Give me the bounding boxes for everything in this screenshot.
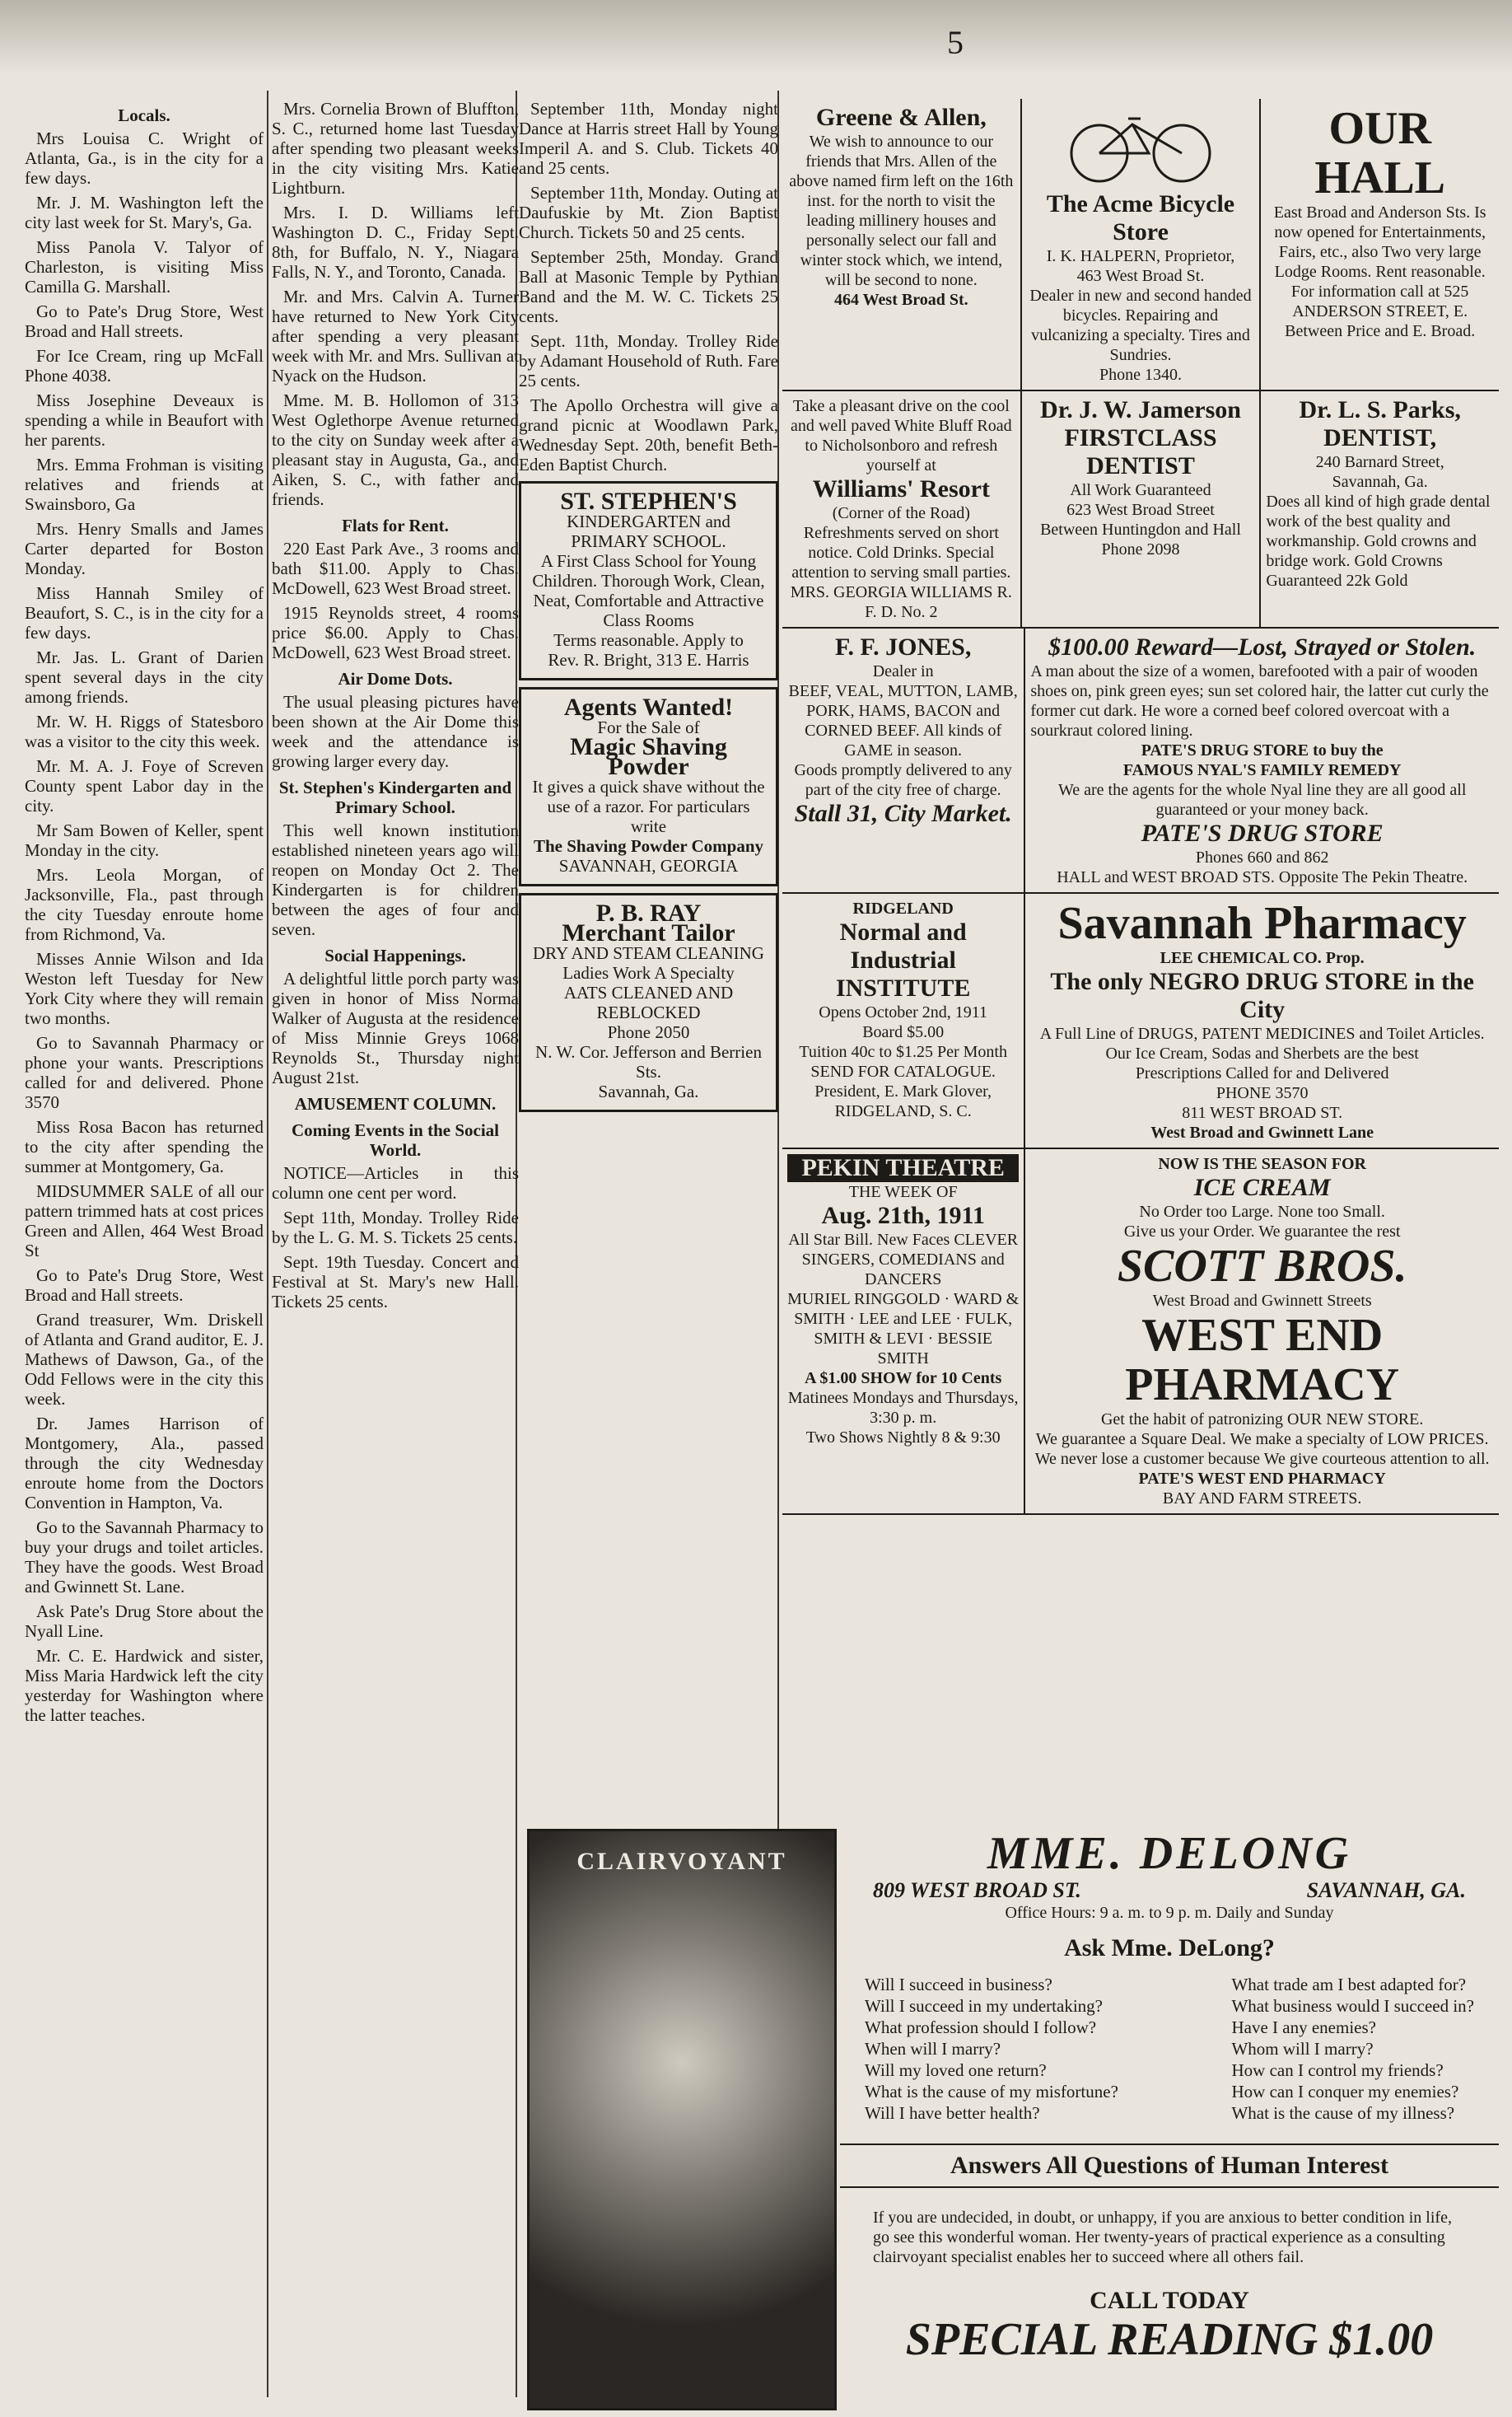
hall-body: East Broad and Anderson Sts. Is now opened for Entertainments, Fairs, etc., also Two very large Lodge Rooms. Rent reasonable. bbox=[1273, 203, 1486, 281]
local-item: Go to the Savannah Pharmacy to buy your drugs and toilet articles. They have the goods. West Broad and Gwinnett St. Lane. bbox=[25, 1517, 264, 1597]
pekin-acts: MURIEL RINGGOLD · WARD & SMITH · LEE and LEE · FULK, SMITH & LEVI · BESSIE SMITH bbox=[787, 1290, 1020, 1367]
ridgeland-board: Board $5.00 bbox=[862, 1023, 945, 1041]
williams-owner: MRS. GEORGIA WILLIAMS R. F. D. No. 2 bbox=[790, 583, 1012, 621]
ray-addr: N. W. Cor. Jefferson and Berrien Sts. bbox=[535, 1042, 762, 1082]
greene-addr: 464 West Broad St. bbox=[834, 291, 968, 309]
delong-address-line bbox=[840, 1878, 1499, 1903]
amusement-item: NOTICE—Articles in this column one cent per word. bbox=[272, 1163, 519, 1203]
local-item: Mrs Louisa C. Wright of Atlanta, Ga., is in the city for a few days. bbox=[25, 129, 264, 188]
scott-season: NOW IS THE SEASON FOR bbox=[1158, 1155, 1366, 1173]
ray-name: P. B. RAY bbox=[595, 900, 702, 927]
local-item: Go to Pate's Drug Store, West Broad and Hall streets. bbox=[25, 302, 264, 341]
reward-body: A man about the size of a women, barefooted with a pair of wooden shoes on, pink green eyes; sun set colored hair, the latter cut curly the former cut dark. He wore a corned beef colored overcoat with a sourkraut colored lining. bbox=[1030, 662, 1489, 740]
news-item: Mrs. I. D. Williams left Washington D. C., Friday Sept. 8th, for Buffalo, N. Y., Niagara Falls, N. Y., and Toronto, Canada. bbox=[272, 203, 519, 282]
our-hall-ad bbox=[1261, 99, 1499, 390]
amusement-item: Sept. 19th Tuesday. Concert and Festival at St. Mary's new Hall. Tickets 25 cents. bbox=[272, 1252, 519, 1311]
news-item: Mme. M. B. Hollomon of 313 West Oglethorpe Avenue returned to the city on Sunday week after a pleasant stay in Augusta, Ga., and Aiken, S. C., with father and friends. bbox=[272, 390, 519, 509]
delong-city: SAVANNAH, GA. bbox=[1306, 1878, 1466, 1902]
ray-line: DRY AND STEAM CLEANING bbox=[533, 943, 764, 963]
airdome-heading: Air Dome Dots. bbox=[338, 669, 453, 689]
delong-special: SPECIAL READING $1.00 bbox=[905, 2314, 1434, 2365]
jones-goods: BEEF, VEAL, MUTTON, LAMB, PORK, HAMS, BACON and CORNED BEEF. All kinds of GAME in season. bbox=[788, 682, 1018, 760]
local-item: Miss Hannah Smiley of Beaufort, S. C., is in the city for a few days. bbox=[25, 583, 264, 643]
amusement-item: Sept 11th, Monday. Trolley Ride by the L. G. M. S. Tickets 25 cents. bbox=[272, 1208, 519, 1247]
local-item: Miss Rosa Bacon has returned to the city after spending the summer at Montgomery, Ga. bbox=[25, 1117, 264, 1176]
delong-ad bbox=[840, 1829, 1499, 2405]
pharmacy-name: Savannah Pharmacy bbox=[1057, 898, 1467, 949]
pharmacy-tag: The only NEGRO DRUG STORE in the City bbox=[1050, 968, 1474, 1023]
williams-intro: Take a pleasant drive on the cool and well paved White Bluff Road to Nicholsonboro and refresh yourself at bbox=[791, 397, 1012, 475]
questions-right bbox=[1231, 1974, 1474, 2124]
local-item: Mr. Jas. L. Grant of Darien spent several days in the city among friends. bbox=[25, 647, 264, 707]
third-ad-row bbox=[782, 629, 1499, 894]
ray-trade: Merchant Tailor bbox=[562, 919, 735, 947]
question: What is the cause of my misfortune? bbox=[865, 2082, 1118, 2101]
flat-listing: 220 East Park Ave., 3 rooms and bath $11.00. Apply to Chas. McDowell, 623 West Broad street. bbox=[272, 539, 519, 598]
westend-pate: PATE'S WEST END PHARMACY bbox=[1138, 1470, 1386, 1488]
st-stephens-sub: KINDERGARTEN and PRIMARY SCHOOL. bbox=[567, 512, 730, 551]
pekin-matinees: Matinees Mondays and Thursdays, 3:30 p. m. bbox=[787, 1389, 1019, 1427]
local-item: Mrs. Henry Smalls and James Carter departed for Boston Monday. bbox=[25, 519, 264, 578]
scott-bros-ad bbox=[1025, 1149, 1499, 1513]
ridgeland-place: RIDGELAND bbox=[852, 900, 954, 918]
page-number: 5 bbox=[947, 24, 964, 61]
pharmacy-lane: West Broad and Gwinnett Lane bbox=[1150, 1124, 1374, 1142]
ray-line: AATS CLEANED AND REBLOCKED bbox=[563, 983, 734, 1022]
event-item: September 11th, Monday. Outing at Daufuskie by Mt. Zion Baptist Church. Tickets 50 and 25 cents. bbox=[519, 183, 778, 242]
column-rule bbox=[267, 91, 268, 2397]
local-item: Mrs. Emma Frohman is visiting relatives and friends at Swainsboro, Ga bbox=[25, 455, 264, 514]
agents-body: It gives a quick shave without the use of a razor. For particulars write bbox=[532, 777, 765, 836]
clairvoyant-label: CLAIRVOYANT bbox=[576, 1848, 787, 1875]
question: What trade am I best adapted for? bbox=[1231, 1975, 1467, 1994]
question: What is the cause of my illness? bbox=[1231, 2103, 1455, 2123]
event-item: The Apollo Orchestra will give a grand picnic at Woodlawn Park, Wednesday Sept. 20th, benefit Beth-Eden Baptist Church. bbox=[519, 395, 778, 475]
locals-heading: Locals. bbox=[118, 105, 170, 125]
bicycle-title: The Acme Bicycle Store bbox=[1046, 190, 1235, 245]
pharmacy-rx: Prescriptions Called for and Delivered bbox=[1135, 1064, 1389, 1082]
local-item: Misses Annie Wilson and Ida Weston left Tuesday for New York City where they will remain two months. bbox=[25, 949, 264, 1028]
pekin-date: Aug. 21th, 1911 bbox=[821, 1202, 985, 1229]
jamerson-phone: Phone 2098 bbox=[1101, 540, 1180, 559]
ridgeland-name: Normal and Industrial INSTITUTE bbox=[835, 919, 971, 1002]
scott-name: SCOTT BROS. bbox=[1117, 1241, 1407, 1292]
question: What business would I succeed in? bbox=[1231, 1996, 1474, 2016]
pate-addr: HALL and WEST BROAD STS. Opposite The Pekin Theatre. bbox=[1057, 868, 1468, 886]
scott-order: No Order too Large. None too Small. bbox=[1139, 1203, 1385, 1221]
greene-body: We wish to announce to our friends that Mrs. Allen of the above named firm left on the 16th inst. for the north to visit the leading millinery houses and personally select our fall and winter stock which, we intend, will be second to none. bbox=[789, 133, 1014, 289]
greene-title: Greene & Allen, bbox=[815, 104, 987, 131]
agents-wanted-ad bbox=[519, 687, 778, 886]
bicycle-prop: I. K. HALPERN, Proprietor, bbox=[1046, 247, 1235, 265]
hall-info: For information call at 525 ANDERSON STREET, E. Between Price and E. Broad. bbox=[1285, 283, 1476, 340]
jones-name: F. F. JONES, bbox=[834, 633, 972, 661]
agents-for: For the Sale of bbox=[597, 718, 700, 737]
news-item: Mr. and Mrs. Calvin A. Turner have returned to New York City after spending a very pleasant week with Mr. and Mrs. Sullivan at Nyack on the Hudson. bbox=[272, 287, 519, 386]
event-item: Sept. 11th, Monday. Trolley Ride by Adamant Household of Ruth. Fare 25 cents. bbox=[519, 331, 778, 390]
westend-habit: Get the habit of patronizing OUR NEW STORE. bbox=[1100, 1410, 1424, 1428]
bicycle-body: Dealer in new and second handed bicycles. Repairing and vulcanizing a specialty. Tires and Sundries. bbox=[1029, 287, 1252, 364]
second-ad-row bbox=[782, 391, 1499, 629]
local-item: Grand treasurer, Wm. Driskell of Atlanta and Grand auditor, E. J. Mathews of Dawson, Ga., of the Odd Fellows were in the city this week. bbox=[25, 1310, 264, 1409]
local-item: Mr. M. A. J. Foye of Screven County spent Labor day in the city. bbox=[25, 756, 264, 816]
question: Whom will I marry? bbox=[1231, 2039, 1374, 2059]
williams-sub: (Corner of the Road) bbox=[832, 504, 970, 522]
pekin-body: All Star Bill. New Faces CLEVER SINGERS, COMEDIANS and DANCERS bbox=[788, 1231, 1019, 1288]
st-stephens-ad bbox=[519, 481, 778, 680]
jones-stall: Stall 31, City Market. bbox=[794, 800, 1012, 827]
local-item: Mr Sam Bowen of Keller, spent Monday in the city. bbox=[25, 820, 264, 860]
question: Will I have better health? bbox=[865, 2103, 1040, 2123]
ridgeland-tuition: Tuition 40c to $1.25 Per Month bbox=[799, 1043, 1007, 1061]
local-item: Go to Savannah Pharmacy or phone your wants. Prescriptions called for and delivered. Phone 3570 bbox=[25, 1033, 264, 1112]
ray-city: Savannah, Ga. bbox=[598, 1082, 699, 1101]
question: Will I succeed in my undertaking? bbox=[865, 1996, 1103, 2016]
local-item: Mr. W. H. Riggs of Statesboro was a visitor to the city this week. bbox=[25, 712, 264, 751]
right-ads-section bbox=[782, 99, 1499, 1515]
delong-ask: Ask Mme. DeLong? bbox=[1064, 1934, 1275, 1961]
reward-tobuy: PATE'S DRUG STORE to buy the bbox=[1141, 741, 1384, 760]
delong-call: CALL TODAY bbox=[1090, 2287, 1249, 2314]
local-item: Miss Panola V. Talyor of Charleston, is visiting Miss Camilla G. Marshall. bbox=[25, 237, 264, 297]
jamerson-between: Between Huntingdon and Hall bbox=[1040, 521, 1241, 539]
local-item: Mr. J. M. Washington left the city last week for St. Mary's, Ga. bbox=[25, 193, 264, 232]
question: When will I marry? bbox=[865, 2039, 1001, 2059]
locals-column bbox=[25, 99, 264, 1730]
kindergarten-heading: St. Stephen's Kindergarten and Primary School. bbox=[278, 778, 512, 817]
williams-body: Refreshments served on short notice. Cold Drinks. Special attention to serving small parties. bbox=[791, 524, 1011, 582]
bicycle-icon bbox=[1058, 104, 1223, 186]
st-stephens-terms: Terms reasonable. Apply to bbox=[553, 630, 744, 650]
ridgeland-ad bbox=[782, 894, 1025, 1148]
pharmacy-phone: PHONE 3570 bbox=[1216, 1084, 1309, 1102]
local-item: Ask Pate's Drug Store about the Nyall Line. bbox=[25, 1601, 264, 1641]
westend-addr: BAY AND FARM STREETS. bbox=[1162, 1489, 1362, 1508]
airdome-text: The usual pleasing pictures have been shown at the Air Dome this week and the attendance is growing larger every day. bbox=[272, 692, 519, 771]
questions-left bbox=[865, 1974, 1118, 2124]
second-column bbox=[272, 99, 519, 1316]
amusement-heading: AMUSEMENT COLUMN. bbox=[294, 1094, 497, 1114]
jones-dealer: Dealer in bbox=[872, 662, 934, 680]
ray-tailor-ad bbox=[519, 893, 778, 1112]
ridgeland-catalogue: SEND FOR CATALOGUE. bbox=[810, 1063, 996, 1081]
jamerson-work: All Work Guaranteed bbox=[1070, 481, 1211, 499]
parks-title: DENTIST, bbox=[1323, 424, 1437, 451]
local-item: Mrs. Leola Morgan, of Jacksonville, Fla., past through the city Tuesday enroute home from Richmond, Va. bbox=[25, 865, 264, 944]
agents-company: The Shaving Powder Company bbox=[533, 836, 764, 856]
agents-title: Agents Wanted! bbox=[563, 694, 734, 721]
local-item: Go to Pate's Drug Store, West Broad and Hall streets. bbox=[25, 1265, 264, 1305]
jamerson-name: Dr. J. W. Jamerson bbox=[1040, 396, 1241, 423]
st-stephens-title: ST. STEPHEN'S bbox=[560, 488, 737, 515]
clairvoyant-portrait bbox=[527, 1829, 837, 2410]
local-item: MIDSUMMER SALE of all our pattern trimmed hats at cost prices Green and Allen, 464 West Broad St bbox=[25, 1181, 264, 1260]
reward-title: $100.00 Reward—Lost, Strayed or Stolen. bbox=[1048, 633, 1477, 661]
reward-ad bbox=[1025, 629, 1499, 892]
pekin-nightly: Two Shows Nightly 8 & 9:30 bbox=[805, 1428, 1001, 1447]
ray-phone: Phone 2050 bbox=[607, 1022, 690, 1042]
pekin-name: PEKIN THEATRE bbox=[787, 1154, 1019, 1182]
parks-name: Dr. L. S. Parks, bbox=[1299, 396, 1461, 423]
bicycle-addr: 463 West Broad St. bbox=[1076, 267, 1205, 285]
parks-addr: 240 Barnard Street, bbox=[1315, 453, 1444, 471]
pharmacy-ice: Our Ice Cream, Sodas and Sherbets are the best bbox=[1105, 1045, 1419, 1063]
pekin-show: A $1.00 SHOW for 10 Cents bbox=[805, 1369, 1002, 1387]
top-ad-row bbox=[782, 99, 1499, 391]
question: Will I succeed in business? bbox=[865, 1975, 1052, 1994]
savannah-pharmacy-ad bbox=[1025, 894, 1499, 1148]
question: How can I conquer my enemies? bbox=[1231, 2082, 1459, 2101]
greene-allen-ad bbox=[782, 99, 1022, 390]
page-top-margin bbox=[0, 0, 1512, 74]
st-stephens-apply: Rev. R. Bright, 313 E. Harris bbox=[548, 650, 749, 670]
flats-heading: Flats for Rent. bbox=[342, 516, 449, 535]
delong-body: If you are undecided, in doubt, or unhappy, if you are anxious to better condition in life, go see this wonderful woman. Her twenty-years of practical experience as a consulting clairvoyant specialist enables her to succeed where all others fail. bbox=[873, 2209, 1452, 2266]
reward-agents: We are the agents for the whole Nyal line they are all good all guaranteed or your money back. bbox=[1057, 781, 1467, 819]
event-item: September 25th, Monday. Grand Ball at Masonic Temple by Pythian Band and the M. W. C. Tickets 25 cents. bbox=[519, 247, 778, 326]
williams-name: Williams' Resort bbox=[812, 475, 990, 503]
news-item: Mrs. Cornelia Brown of Bluffton, S. C., returned home last Tuesday after spending two pleasant weeks in the city visiting Mrs. Katie Lightburn. bbox=[272, 99, 519, 198]
bicycle-store-ad bbox=[1022, 99, 1262, 390]
westend-lines: We guarantee a Square Deal. We make a specialty of LOW PRICES. We never lose a customer because We give courteous attention to all. bbox=[1034, 1430, 1490, 1468]
pharmacy-line: A Full Line of DRUGS, PATENT MEDICINES and Toilet Articles. bbox=[1039, 1025, 1485, 1043]
kindergarten-text: This well known institution established nineteen years ago will reopen on Monday Oct 2. The Kindergarten is for children between the ages of four and seven. bbox=[272, 820, 519, 939]
delong-name: MME. DELONG bbox=[987, 1828, 1352, 1879]
third-column bbox=[519, 99, 778, 1119]
pharmacy-prop: LEE CHEMICAL CO. Prop. bbox=[1160, 949, 1365, 967]
bicycle-phone: Phone 1340. bbox=[1099, 366, 1182, 384]
ridgeland-opens: Opens October 2nd, 1911 bbox=[819, 1003, 988, 1021]
delong-questions bbox=[840, 1974, 1499, 2124]
local-item: Dr. James Harrison of Montgomery, Ala., passed through the city Wednesday enroute home from the Doctors Convention in Hampton, Va. bbox=[25, 1414, 264, 1512]
westend-name: WEST END PHARMACY bbox=[1125, 1310, 1400, 1410]
question: How can I control my friends? bbox=[1231, 2060, 1444, 2080]
agents-city: SAVANNAH, GEORGIA bbox=[558, 856, 739, 876]
local-item: For Ice Cream, ring up McFall Phone 4038. bbox=[25, 346, 264, 386]
agents-product: Magic Shaving Powder bbox=[570, 733, 727, 780]
question: Will my loved one return? bbox=[865, 2060, 1047, 2080]
jones-ad bbox=[782, 629, 1025, 892]
ridgeland-president: President, E. Mark Glover, RIDGELAND, S. C. bbox=[814, 1082, 992, 1120]
social-text: A delightful little porch party was given in honor of Miss Norma Walker of Augusta at the residence of Miss Minnie Greys 1068 Reynolds St., Thursday night August 21st. bbox=[272, 969, 519, 1087]
jamerson-ad bbox=[1022, 391, 1262, 627]
event-item: September 11th, Monday night Dance at Harris street Hall by Young Imperil A. and S. Club. Tickets 40 and 25 cents. bbox=[519, 99, 778, 178]
local-item: Mr. C. E. Hardwick and sister, Miss Maria Hardwick left the city yesterday for Washington where the latter teaches. bbox=[25, 1646, 264, 1725]
scott-ice: ICE CREAM bbox=[1193, 1174, 1331, 1201]
local-item: Miss Josephine Deveaux is spending a while in Beaufort with her parents. bbox=[25, 390, 264, 450]
pate-phones: Phones 660 and 862 bbox=[1195, 849, 1329, 867]
pharmacy-addr: 811 WEST BROAD ST. bbox=[1182, 1104, 1343, 1122]
reward-remedy: FAMOUS NYAL'S FAMILY REMEDY bbox=[1122, 761, 1402, 779]
jamerson-addr: 623 West Broad Street bbox=[1066, 501, 1215, 519]
jones-note: Goods promptly delivered to any part of the city free of charge. bbox=[794, 761, 1012, 799]
parks-body: Does all kind of high grade dental work of the best quality and workmanship. Gold crowns and bridge work. Gold Crowns Guaranteed 22k Gold bbox=[1266, 493, 1491, 590]
parks-city: Savannah, Ga. bbox=[1332, 473, 1428, 491]
fifth-ad-row bbox=[782, 1149, 1499, 1515]
pate-store-name: PATE'S DRUG STORE bbox=[1141, 820, 1384, 847]
scott-give: Give us your Order. We guarantee the rest bbox=[1123, 1223, 1401, 1241]
question: What profession should I follow? bbox=[865, 2017, 1097, 2037]
question: Have I any enemies? bbox=[1231, 2017, 1376, 2037]
pekin-theatre-ad bbox=[782, 1149, 1025, 1513]
hall-title: OUR HALL bbox=[1314, 103, 1446, 203]
delong-hours: Office Hours: 9 a. m. to 9 p. m. Daily and Sunday bbox=[1005, 1904, 1334, 1922]
scott-addr: West Broad and Gwinnett Streets bbox=[1152, 1292, 1372, 1310]
ray-line: Ladies Work A Specialty bbox=[562, 963, 735, 983]
delong-addr: 809 WEST BROAD ST. bbox=[873, 1878, 1081, 1902]
amusement-subheading: Coming Events in the Social World. bbox=[291, 1120, 500, 1160]
st-stephens-body: A First Class School for Young Children. Thorough Work, Clean, Neat, Comfortable and Attractive Class Rooms bbox=[532, 551, 765, 630]
flat-listing: 1915 Reynolds street, 4 rooms price $6.00. Apply to Chas. McDowell, 623 West Broad street. bbox=[272, 603, 519, 662]
parks-ad bbox=[1261, 391, 1499, 627]
fourth-ad-row bbox=[782, 894, 1499, 1149]
delong-answers: Answers All Questions of Human Interest bbox=[840, 2144, 1499, 2188]
williams-resort-ad bbox=[782, 391, 1022, 627]
pekin-week: THE WEEK OF bbox=[848, 1183, 958, 1201]
social-heading: Social Happenings. bbox=[324, 946, 466, 965]
jamerson-title: FIRSTCLASS DENTIST bbox=[1064, 424, 1217, 479]
